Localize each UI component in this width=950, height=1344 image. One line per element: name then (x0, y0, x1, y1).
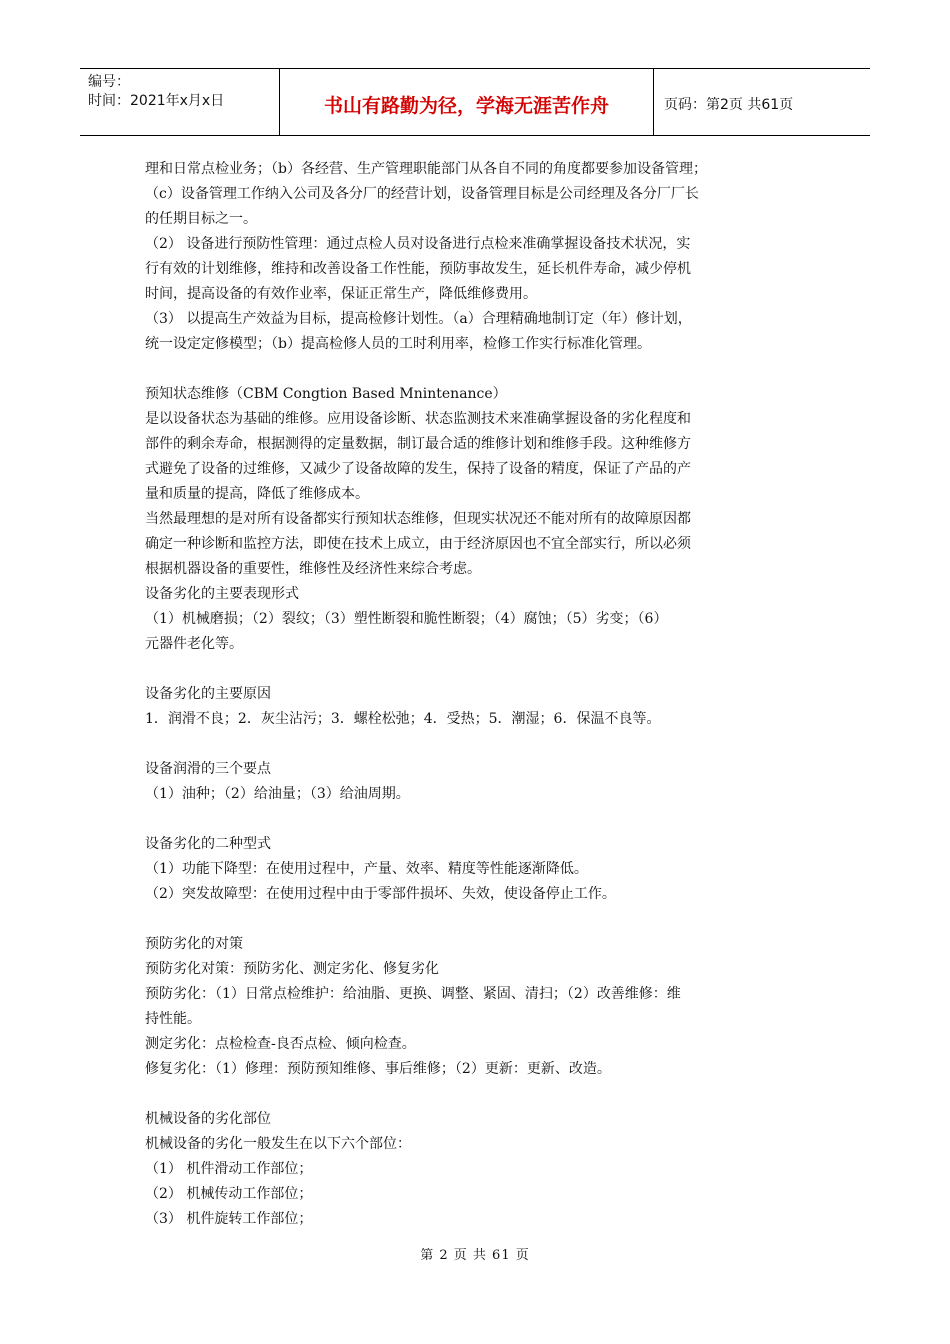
body-line: 设备润滑的三个要点 (145, 761, 271, 777)
body-line: 行有效的计划维修，维持和改善设备工作性能，预防事故发生，延长机件寿命，减少停机 (145, 261, 691, 277)
body-line: 设备劣化的主要原因 (145, 686, 271, 702)
document-body (145, 157, 810, 1232)
body-line: 预防劣化：（1）日常点检维护：给油脂、更换、调整、紧固、清扫；（2）改善维修：维 (145, 986, 681, 1002)
body-line: 元器件老化等。 (145, 636, 243, 652)
page-footer: 第 2 页 共 61 页 (420, 1248, 530, 1263)
body-line: 设备劣化的二种型式 (145, 836, 271, 852)
body-line: （c）设备管理工作纳入公司及各分厂的经营计划，设备管理目标是公司经理及各分厂厂长 (145, 186, 699, 202)
body-line: （1）功能下降型：在使用过程中，产量、效率、精度等性能逐渐降低。 (145, 861, 588, 877)
blank-line (145, 1082, 810, 1107)
body-line: 测定劣化：点检检查-良否点检、倾向检查。 (145, 1036, 416, 1052)
body-line: 时间，提高设备的有效作业率，保证正常生产，降低维修费用。 (145, 286, 537, 302)
body-line: 根据机器设备的重要性，维修性及经济性来综合考虑。 (145, 561, 481, 577)
body-line: 修复劣化：（1）修理：预防预知维修、事后维修；（2）更新：更新、改造。 (145, 1061, 611, 1077)
body-line: （2）突发故障型：在使用过程中由于零部件损坏、失效，使设备停止工作。 (145, 886, 616, 902)
body-line: 的任期目标之一。 (145, 211, 257, 227)
body-line: 是以设备状态为基础的维修。应用设备诊断、状态监测技术来准确掌握设备的劣化程度和 (145, 411, 691, 427)
body-line: 量和质量的提高，降低了维修成本。 (145, 486, 369, 502)
header-motto-cell (280, 69, 654, 135)
motto-text: 书山有路勤为径，学海无涯苦作舟 (323, 94, 609, 117)
body-line: 理和日常点检业务；（b）各经营、生产管理职能部门从各自不同的角度都要参加设备管理； (145, 161, 707, 177)
body-line: （3） 机件旋转工作部位； (145, 1211, 313, 1227)
body-line: 式避免了设备的过维修，又减少了设备故障的发生，保持了设备的精度，保证了产品的产 (145, 461, 691, 477)
header-meta-cell (80, 69, 280, 135)
blank-line (145, 657, 810, 682)
blank-line (145, 732, 810, 757)
body-line: 预防劣化对策：预防劣化、测定劣化、修复劣化 (145, 961, 439, 977)
body-line: 统一设定定修模型；（b）提高检修人员的工时利用率，检修工作实行标准化管理。 (145, 336, 651, 352)
body-line: 当然最理想的是对所有设备都实行预知状态维修，但现实状况还不能对所有的故障原因都 (145, 511, 691, 527)
blank-line (145, 357, 810, 382)
header-page-cell (654, 69, 870, 135)
body-line: 机械设备的劣化部位 (145, 1111, 271, 1127)
body-line: （2） 机械传动工作部位； (145, 1186, 313, 1202)
body-line: （1） 机件滑动工作部位； (145, 1161, 313, 1177)
page-info: 页码：第2页 共61页 (664, 97, 794, 113)
header-table (80, 68, 870, 136)
blank-line (145, 807, 810, 832)
body-line: 部件的剩余寿命，根据测得的定量数据，制订最合适的维修计划和维修手段。这种维修方 (145, 436, 691, 452)
body-line: 预知状态维修（CBM Congtion Based Mnintenance） (145, 386, 507, 402)
body-line: （3） 以提高生产效益为目标，提高检修计划性。（a）合理精确地制订定（年）修计划， (145, 311, 692, 327)
body-line: 机械设备的劣化一般发生在以下六个部位： (145, 1136, 411, 1152)
body-line: 预防劣化的对策 (145, 936, 243, 952)
body-line: 设备劣化的主要表现形式 (145, 586, 299, 602)
body-line: （1）油种；（2）给油量；（3）给油周期。 (145, 786, 410, 802)
date-label: 时间：2021年x月x日 (88, 93, 225, 109)
number-label: 编号： (88, 74, 130, 90)
body-line: 确定一种诊断和监控方法，即使在技术上成立，由于经济原因也不宜全部实行，所以必须 (145, 536, 691, 552)
body-line: 持性能。 (145, 1011, 201, 1027)
body-line: 1．润滑不良；2．灰尘沾污；3．螺栓松弛；4．受热；5．潮湿；6．保温不良等。 (145, 711, 661, 727)
body-line: （2） 设备进行预防性管理：通过点检人员对设备进行点检来准确掌握设备技术状况，实 (145, 236, 691, 252)
body-line: （1）机械磨损；（2）裂纹；（3）塑性断裂和脆性断裂；（4）腐蚀；（5）劣变；（6） (145, 611, 668, 627)
blank-line (145, 907, 810, 932)
